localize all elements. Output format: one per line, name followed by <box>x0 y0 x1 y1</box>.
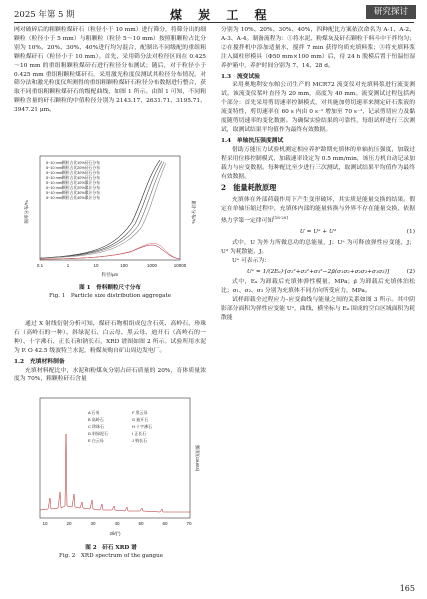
right-paragraph-3: 借助万能压力试验机测定相应养护龄期充填体的单轴抗压强度，加载过程采用位移控制模式，加载速率设定为 0.5 mm/min，该压力机自动记录加载力与应变数据。每种配比至少进行三次测试，取测试结果平均值作为最终有效数据。 <box>221 146 415 180</box>
legend-entry: 5~10 mm颗粒占比40%矸石分布 <box>46 176 100 180</box>
x-tick-1: 0.1 <box>36 263 44 268</box>
legend-entry: I 正长石 <box>132 431 147 436</box>
legend-entry: C 珍珠石 <box>88 424 104 429</box>
x-tick-6: 10000 <box>173 263 187 268</box>
legend-entry: F 黑云母 <box>132 410 148 415</box>
left-paragraph-3: 充填材料配比中，水泥和粉煤灰分别占矸石质量的 20%，育体质量浓度为 70%，粗颗粒矸石含量 <box>14 367 206 383</box>
legend-entry: 5~10 mm颗粒占比40%累计分布 <box>46 196 100 200</box>
legend-entry: H 十字沸石 <box>132 424 152 429</box>
right-paragraph-7: 试样卸载全过程应力–应变曲线与能量之间的关系如图 3 所示。其中阴影部分面积为弹性应变能 Uᵉ，曲线、横坐标与 Eᵤ 围成的空白区域面积为耗散能 <box>221 297 415 322</box>
issue-label: 2025 年第 5 期 <box>14 10 75 20</box>
x-tick-3: 10 <box>93 263 99 268</box>
x-tick-1: 10 <box>42 521 48 526</box>
legend-entry: 5~10 mm颗粒占比20%累计分布 <box>46 186 100 190</box>
x-tick-5: 50 <box>138 521 144 526</box>
right-paragraph-5a: 式中，U 为外力所做总功的总能量，J；Uᵉ 为可释放弹性应变能，J；Uᵈ 为耗散能，J。 <box>221 239 415 255</box>
legend-entry: 5~10 mm颗粒占比20%矸石分布 <box>46 166 100 170</box>
figure-2-chart <box>20 394 202 540</box>
x-tick-7: 70 <box>186 521 192 526</box>
right-paragraph-4-text: 充填体在外部荷载作用下产生变形破坏，其实质是能量交换的结果。假定在单轴压缩过程中，充填体内部的能量转换与外界不存在能量交换，依据热力学第一定律可知 <box>221 197 415 225</box>
section-1-2-heading: 1.2 充填材料制备 <box>14 358 65 365</box>
header-rule <box>14 22 414 23</box>
figure-2 <box>20 394 202 564</box>
legend-entry: 5~10 mm颗粒占比30%矸石分布 <box>46 171 100 175</box>
equation-2-body: Uᵉ = 1/(2Eᵤ)·[σ₁²+σ₂²+σ₃²−2μ̄(σ₁σ₂+σ₂σ₃+σ₁σ₃)] <box>246 268 390 275</box>
figure-1-chart <box>20 152 200 280</box>
section-1-4-heading: 1.4 单轴抗压强度测试 <box>221 137 284 144</box>
x-tick-4: 40 <box>114 521 120 526</box>
right-paragraph-1: 分别为 10%、20%、30%、40%，四种配比方案依次命名为 A-1、A-2、A-3、A-4。制备流程为：①将水泥、粉煤灰及矸石颗粒于料斗中干拌均匀；②在搅拌机中添加适量水，搅拌 7 min 获得均质充填料浆；③将充填料浆注入圆柱形模具（Φ50 mm×100 mm）后，待 24 h 脱模后置于恒温恒湿养护箱中，养护时间分别为 7、14、28 d。 <box>221 27 415 69</box>
figure-1 <box>20 152 200 302</box>
legend-entry: A 石英 <box>88 410 100 415</box>
x-tick-2: 20 <box>66 521 72 526</box>
equation-1-body: U = Uᵉ + Uᵈ <box>299 228 337 235</box>
section-1-3-heading: 1.3 流变试验 <box>221 73 261 80</box>
y-axis-label-left: 频率分布/% <box>24 200 29 224</box>
figure-1-caption-cn: 图 1 骨料颗粒尺寸分布 <box>79 285 141 291</box>
right-paragraph-2: 采用奥地利安东帕公司生产的 MCR72 流变仪对充填料浆进行流变测试。该流变仪桨叶直径为 20 mm，高度为 40 mm。流变测试过程包括两个部分：首先采用剪切速率控制模式，对其施加剪切速率来测定矸石浆液的流变特性，剪切速率在 60 s 内由 0 s⁻¹ 增加至 70 s⁻¹，记录剪切应力及黏度随剪切速率的变化数据。为确保实验结果的可靠性，每组试样进行三次测试，取测试结果平均值作为最终有效数据。 <box>221 82 415 133</box>
journal-title: 煤 炭 工 程 <box>170 8 273 22</box>
x-tick-2: 1 <box>66 263 70 268</box>
equation-2-number: (2) <box>406 268 415 275</box>
legend-entry: D 斜绿泥石 <box>88 431 108 436</box>
legend-entry: G 迪开石 <box>132 417 149 422</box>
x-tick-3: 30 <box>90 521 96 526</box>
left-column-lower <box>14 320 206 384</box>
left-paragraph-1: 网对破碎后的粗颗粒煤矸石（粒径小于 10 mm）进行筛分，将筛分出的细颗粒（粒径小于 5 mm）与粗颗粒（粒径 5～10 mm）按照粗颗粒占比分别为 10%、20%、30%、40%进行均匀混合，配制出不同级配的重组粗颗粒煤矸石（粒径小于 10 mm）。首先，采用筛分法对粒径区间在 0.425～10 mm 的重组粗颗粒煤矸石进行粒径分布测试；随后，对于粒径小于 0.425 mm 重组粗颗粒煤矸石，采用激光粒度仪测试其粒径分布情况。对筛分法和激光粒度仪所测得的重组粗颗粒煤矸石粒径分布数据进行整合，获取不同重组粗颗粒煤矸石的级配曲线，如图 1 所示。由图 1 可知，不同粗颗粒含量的矸石颗粒的中值粒径分别为 2143.17、2631.71、3195.71、3947.21 μm。 <box>14 27 206 114</box>
legend-entry: 5~10 mm颗粒占比10%矸石分布 <box>46 161 100 165</box>
y-axis-label-right: 累计分布/% <box>191 200 196 224</box>
section-badge: 研究探讨 <box>366 5 416 19</box>
legend-entry: 5~10 mm颗粒占比10%累计分布 <box>46 181 100 185</box>
y-axis-label: 强度/(counts) <box>195 444 200 472</box>
figure-2-caption-en: Fig. 2 XRD spectrum of the gangue <box>58 553 164 559</box>
equation-1 <box>221 228 415 237</box>
legend-entry: B 高岭石 <box>88 417 104 422</box>
x-axis-label: 2θ/(°) <box>109 531 121 536</box>
section-2-heading: 2 能量耗散原理 <box>221 183 277 193</box>
figure-2-caption-cn: 图 2 矸石 XRD 谱 <box>85 545 137 551</box>
x-tick-6: 60 <box>162 521 168 526</box>
right-paragraph-6: 式中，Eᵤ 为卸载后充填体弹性模量，MPa；μ̄ 为卸载后充填体泊松比；σ₁、σ₂、σ₃ 分别为充填体不同方向所受应力，MPa。 <box>221 279 415 295</box>
right-paragraph-5b: Uᵉ 可表示为： <box>232 257 270 264</box>
x-tick-4: 100 <box>120 263 128 268</box>
equation-2 <box>221 268 415 277</box>
figure-1-caption-en: Fig. 1 Particle size distribution aggregate <box>48 293 172 299</box>
right-paragraph-4 <box>221 196 415 226</box>
left-column <box>14 26 206 115</box>
x-axis-label: 粒径/μm <box>101 272 119 277</box>
citation: [18-20] <box>273 215 288 221</box>
left-paragraph-2: 通过 X 射线衍射分析可知，煤矸石物相组成包含石英、高岭石、珍珠石（高岭石的一种）、斜绿泥石、白云母、黑云母、迪开石（高岭石的一种）、十字沸石、正长石和钠长石，XRD 谱图如图 2 所示。试验所用水泥为 P. O 42.5 级波特兰水泥，粉煤灰购自矿山周边发电厂。 <box>14 321 206 354</box>
legend-entry: E 白云母 <box>88 438 104 443</box>
right-column <box>221 26 415 323</box>
page-number: 165 <box>399 584 415 593</box>
equation-1-number: (1) <box>406 228 415 235</box>
legend-entry: 5~10 mm颗粒占比30%累计分布 <box>46 191 100 195</box>
x-tick-5: 1000 <box>146 263 158 268</box>
legend-entry: J 钠长石 <box>132 438 148 443</box>
